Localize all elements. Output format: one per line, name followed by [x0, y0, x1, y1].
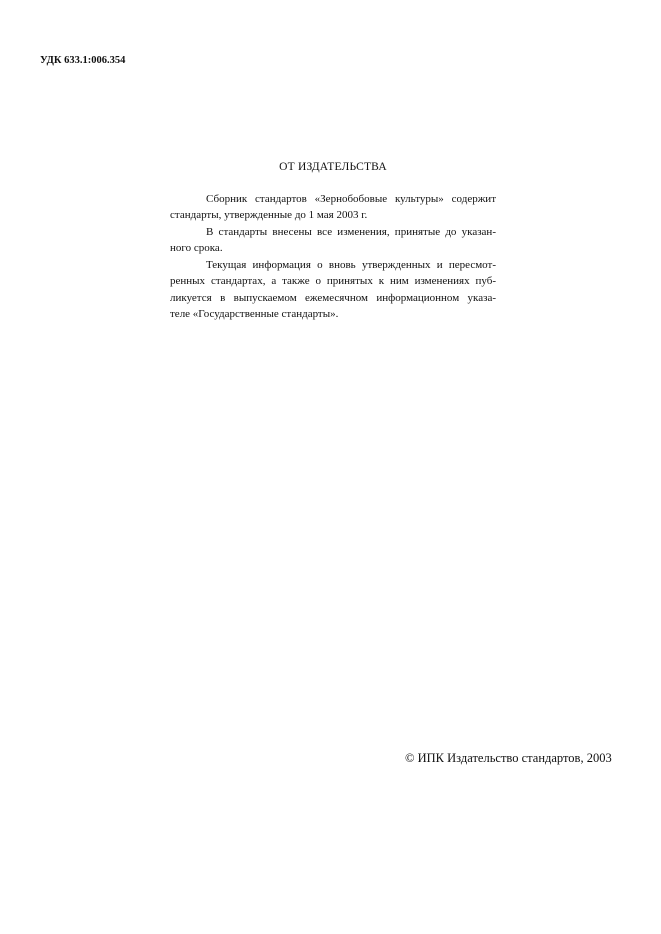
- text-line: Сборник стандартов «Зернобобовые культуры» содержит: [206, 193, 496, 205]
- text-line: ренных стандартах, а также о принятых к ним изменениях пуб-: [170, 275, 496, 287]
- text-line: В стандарты внесены все изменения, принятые до указан-: [206, 226, 496, 238]
- text-line: стандарты, утвержденные до 1 мая 2003 г.: [170, 209, 368, 221]
- text-line: ликуется в выпускаемом ежемесячном информационном указа-: [170, 292, 496, 304]
- section-title: ОТ ИЗДАТЕЛЬСТВА: [279, 161, 387, 173]
- text-line: теле «Государственные стандарты».: [170, 308, 339, 320]
- text-line: Текущая информация о вновь утвержденных и пересмот-: [206, 259, 496, 271]
- udk-code: УДК 633.1:006.354: [40, 55, 126, 66]
- text-line: ного срока.: [170, 242, 223, 254]
- copyright: © ИПК Издательство стандартов, 2003: [405, 751, 612, 765]
